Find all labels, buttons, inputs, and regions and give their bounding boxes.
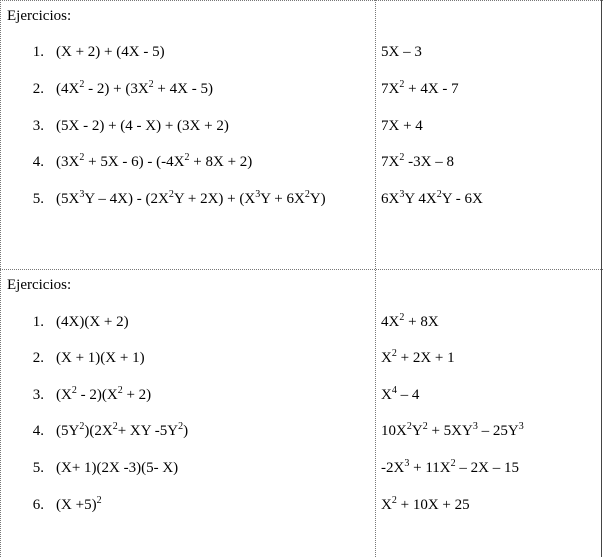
exercise-expression: (X + 2) + (4X - 5) xyxy=(56,44,165,60)
section-1-heading: Ejercicios: xyxy=(7,8,72,24)
item-number: 2. xyxy=(32,81,44,97)
item-number: 4. xyxy=(32,154,44,170)
item-number: 2. xyxy=(32,350,44,366)
column-divider xyxy=(375,0,376,557)
exercise-answer: 5X – 3 xyxy=(381,44,422,60)
exercise-expression: (X + 1)(X + 1) xyxy=(56,350,145,366)
table-top-border xyxy=(0,0,603,1)
item-number: 5. xyxy=(32,460,44,476)
exercise-answer: $6X^3Y$ $4X^2Y - 6X$ xyxy=(381,189,483,207)
exercise-answer: $X^2 + 2X + 1$ xyxy=(381,348,455,366)
exercise-answer: $4X^2 + 8X$ xyxy=(381,312,439,330)
item-number: 3. xyxy=(32,118,44,134)
section-2-heading: Ejercicios: xyxy=(7,277,72,293)
exercise-expression: (X+ 1)(2X -3)(5- X) xyxy=(56,460,179,476)
exercise-expression: $(5Y^2)(2X^2+$ XY $-5Y^2$) xyxy=(56,421,189,439)
item-number: 1. xyxy=(32,314,44,330)
exercise-expression: $(3X^2 + 5X - 6) - (-4X^2 + 8X + 2)$ xyxy=(56,152,253,170)
item-number: 5. xyxy=(32,191,44,207)
table-right-border xyxy=(601,0,602,557)
section-divider xyxy=(0,269,603,270)
exercise-expression: $(4X^2 - 2) + (3X^2 + 4X - 5)$ xyxy=(56,79,213,97)
item-number: 6. xyxy=(32,497,44,513)
exercise-answer: $X^4 - 4$ xyxy=(381,385,420,403)
item-number: 3. xyxy=(32,387,44,403)
item-number: 1. xyxy=(32,44,44,60)
item-number: 4. xyxy=(32,423,44,439)
exercise-expression: $(X^2 - 2)(X^2 + 2)$ xyxy=(56,385,152,403)
exercise-expression: (4X)(X + 2) xyxy=(56,314,129,330)
exercise-answer: 7X + 4 xyxy=(381,118,423,134)
exercise-expression: $(X +5)^2$ xyxy=(56,495,102,513)
exercise-answer: $7X^2 + 4X - 7$ xyxy=(381,79,459,97)
exercise-expression: (5X - 2) + (4 - X) + (3X + 2) xyxy=(56,118,229,134)
exercise-expression: $(5X^3Y - 4X) - (2X^2Y + 2X) + (X^3Y + 6X^2Y)$ xyxy=(56,189,326,207)
exercise-answer: $-2X^3 + 11X^2 - 2X - 15$ xyxy=(381,458,519,476)
table-left-border xyxy=(0,0,1,557)
exercise-answer: $10X^2Y^2 + 5XY^3 - 25Y^3$ xyxy=(381,421,524,439)
exercise-answer: $X^2 + 10X + 25$ xyxy=(381,495,470,513)
exercise-answer: $7X^2$ -3X – 8 xyxy=(381,152,454,170)
